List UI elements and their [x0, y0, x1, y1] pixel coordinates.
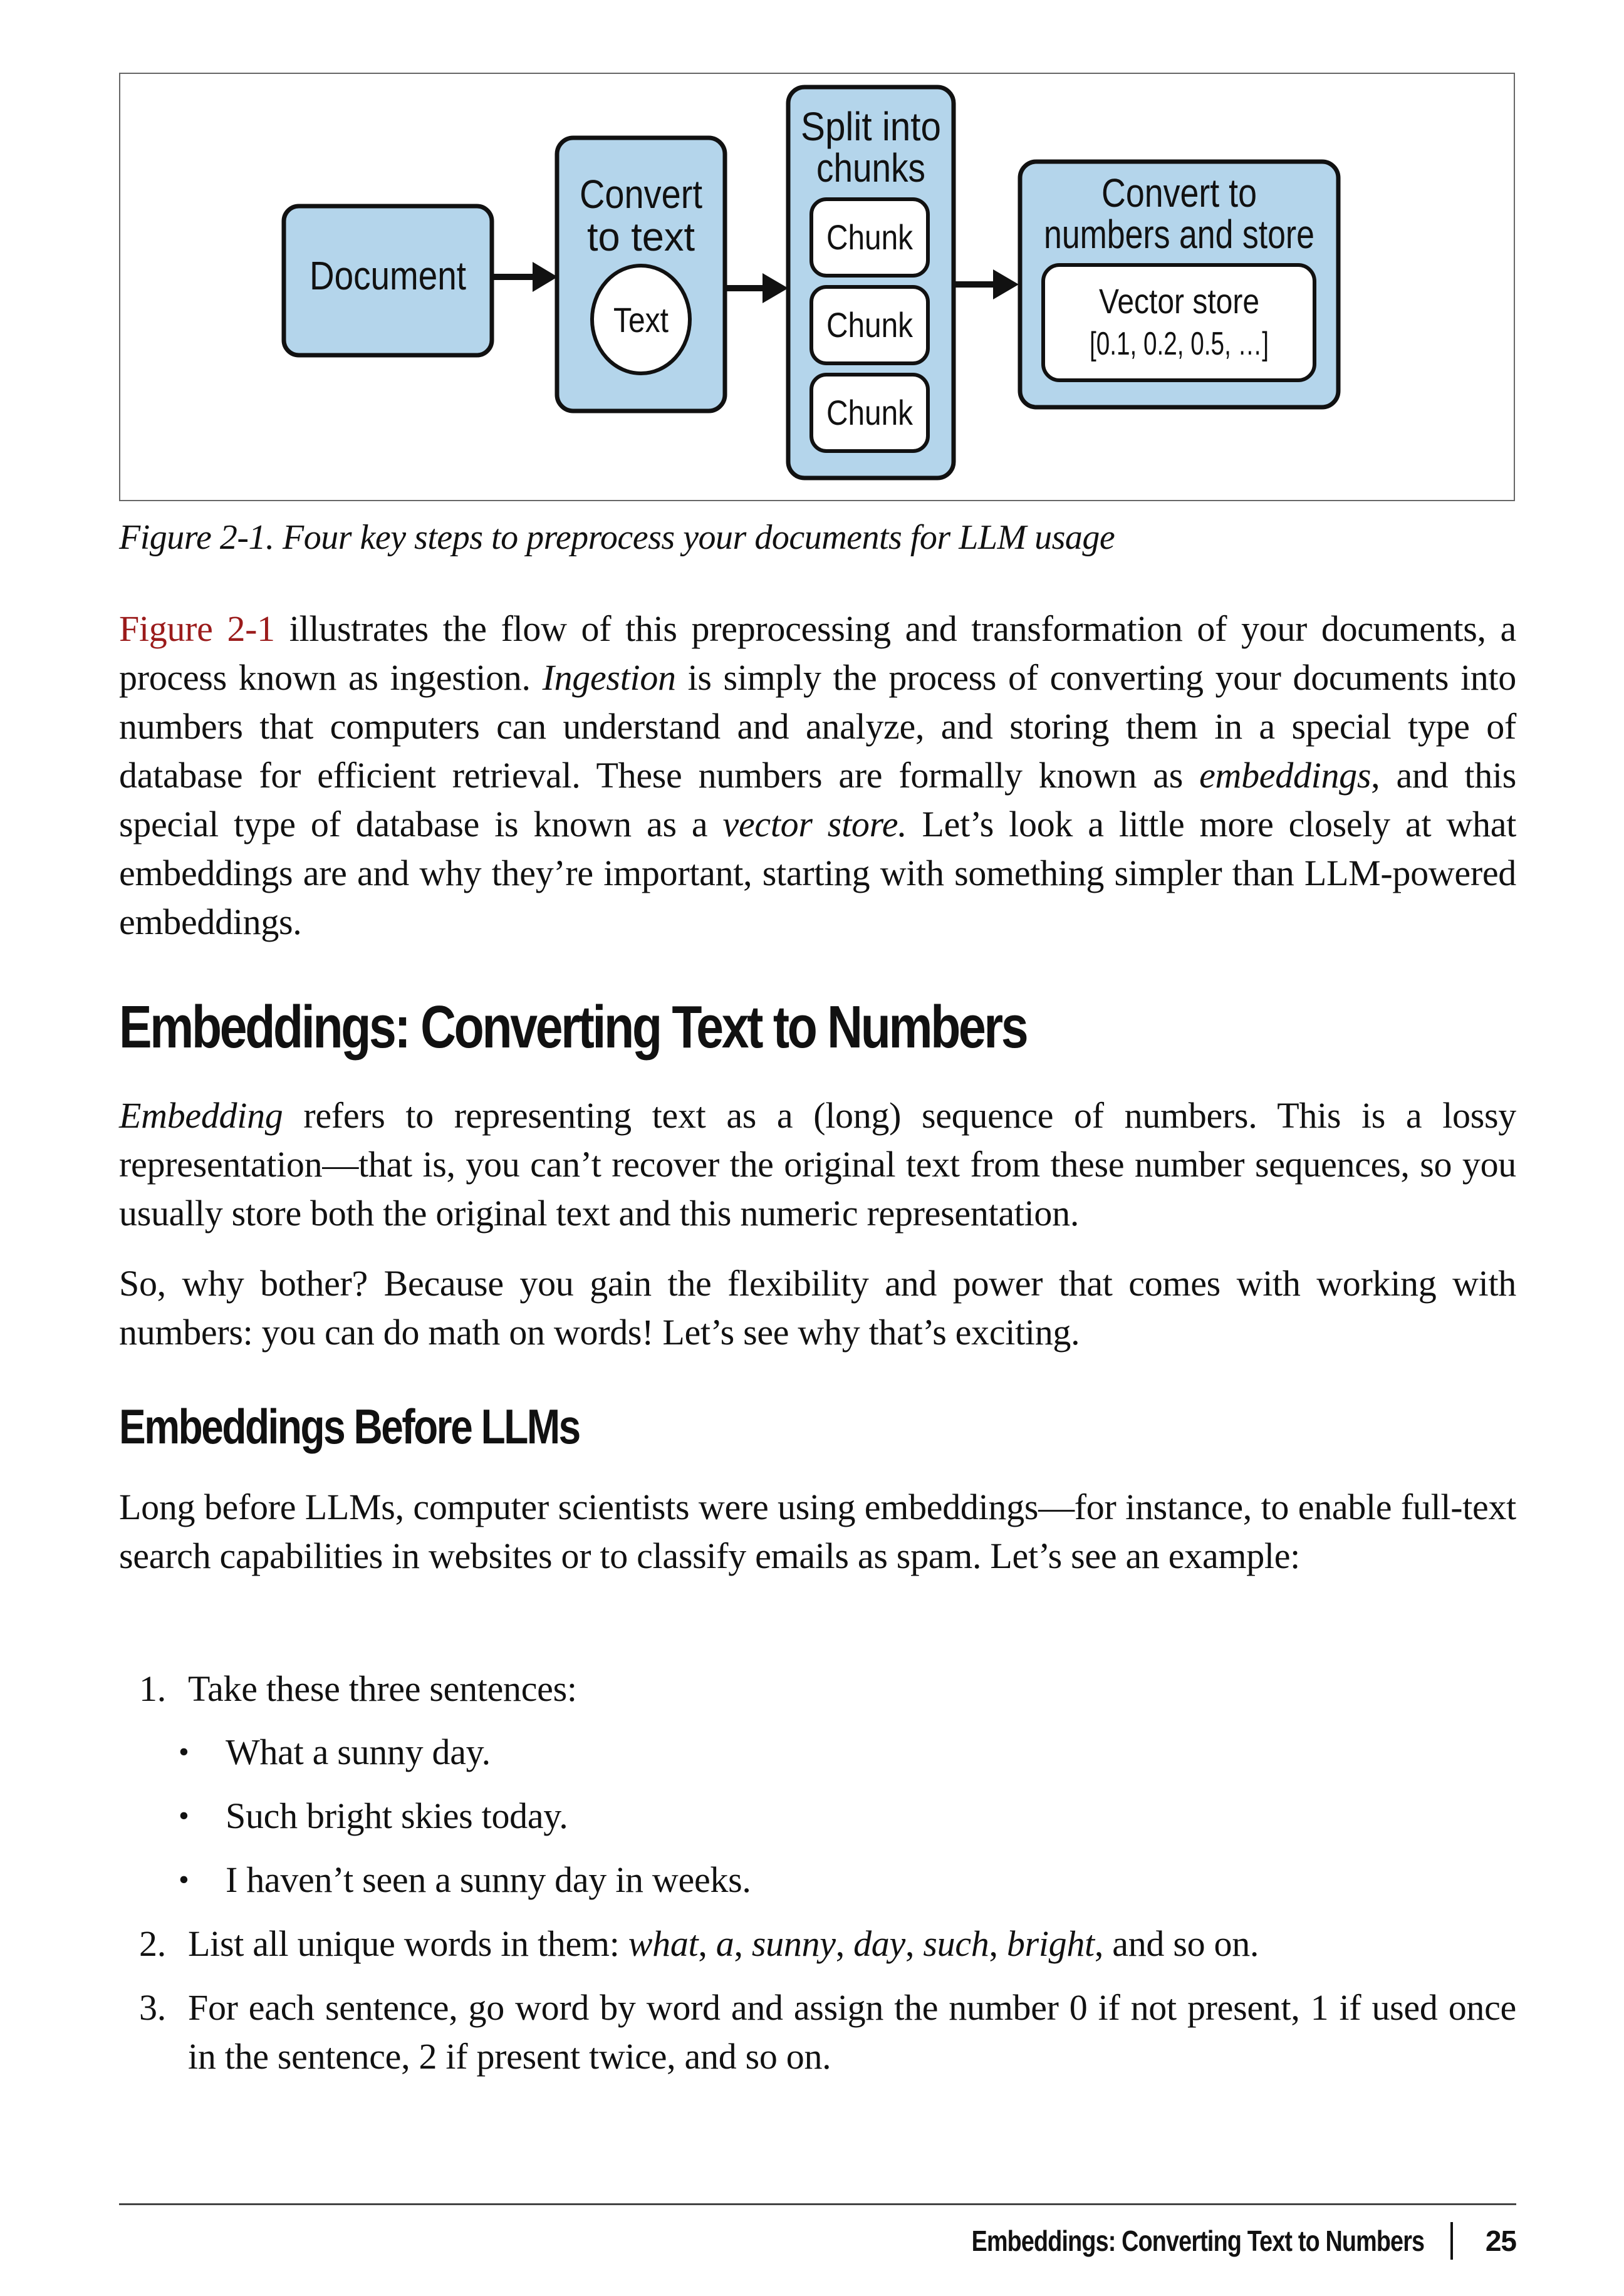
- node-convert-to-numbers-and-store: [1020, 162, 1338, 407]
- list-item-2-lead: List all unique words in them:: [188, 1923, 628, 1964]
- word-example: such: [923, 1923, 989, 1964]
- list-item-2-tail: , and so on.: [1094, 1923, 1259, 1964]
- para1-text-1: illustrates the flow of this preprocessing and transformation of your documents, a process known as ingestion.: [119, 608, 1516, 698]
- ingestion-diagram: [0, 0, 1624, 514]
- word-example: a: [716, 1923, 734, 1964]
- before-llms-paragraph: Long before LLMs, computer scientists were using embeddings—for instance, to enable full-text search capabilities in websites or to classify emails as spam. Let’s see an example:: [119, 1487, 1516, 1576]
- node-store-line1: Convert to: [1101, 170, 1257, 216]
- vector-store: [1043, 265, 1314, 380]
- footer-separator: [1450, 2222, 1453, 2260]
- bullet-icon: •: [179, 1799, 189, 1832]
- chunk-3-label: Chunk: [826, 393, 914, 432]
- chunk-1: [811, 199, 928, 276]
- vector-values: [0.1, 0.2, 0.5, …]: [1090, 326, 1269, 362]
- list-item-text: For each sentence, go word by word and assign the number 0 if not present, 1 if used once in the sentence, 2 if present twice, and so on.: [188, 1987, 1516, 2077]
- arrow-2: [725, 273, 788, 303]
- list-number: 2.: [139, 1923, 166, 1964]
- bullet-text: I haven’t seen a sunny day in weeks.: [226, 1859, 751, 1900]
- chunk-2-label: Chunk: [826, 305, 914, 345]
- node-split-into-chunks: [788, 87, 954, 478]
- word-example: bright: [1006, 1923, 1095, 1964]
- chunk-2: [811, 287, 928, 363]
- word-example: day: [853, 1923, 905, 1964]
- arrow-3: [954, 269, 1019, 299]
- why-bother-paragraph: So, why bother? Because you gain the flexibility and power that comes with working with numbers: you can do math on words! Let’s see why that’s exciting.: [119, 1263, 1516, 1353]
- figure-cross-reference-link[interactable]: Figure 2-1: [119, 608, 275, 649]
- bullet-text: What a sunny day.: [226, 1732, 491, 1772]
- list-number: 1.: [139, 1668, 166, 1709]
- subsection-heading: Embeddings Before LLMs: [119, 1399, 580, 1454]
- chunk-3: [811, 375, 928, 451]
- page-number: 25: [1485, 2225, 1516, 2257]
- node-store-line2: numbers and store: [1044, 212, 1314, 257]
- term-embedding: Embedding: [119, 1095, 283, 1136]
- list-item-text: List all unique words in them: what, a, sunny, day, such, bright, and so on.: [188, 1923, 1259, 1964]
- node-split-line1: Split into: [801, 104, 941, 149]
- node-convert-to-text-line2: to text: [587, 214, 695, 259]
- arrow-1: [492, 262, 558, 292]
- running-footer-title: Embeddings: Converting Text to Numbers: [971, 2225, 1424, 2257]
- chunk-1-label: Chunk: [826, 217, 914, 257]
- term-embeddings: embeddings: [1199, 755, 1372, 796]
- list-number: 3.: [139, 1987, 166, 2028]
- para1-text-2: is simply the process of converting your documents into numbers that computers can understand and analyze, and storing them in a special type of database for efficient retrieval. These numbers are formally known as: [119, 657, 1516, 796]
- word-example: sunny: [751, 1923, 836, 1964]
- page-footer: [872, 2222, 1516, 2260]
- figure-caption: Figure 2-1. Four key steps to preprocess your documents for LLM usage: [119, 518, 1115, 557]
- footer-divider: [119, 2203, 1516, 2205]
- node-split-line2: chunks: [816, 145, 925, 190]
- word-example: what: [628, 1923, 699, 1964]
- vector-store-label: Vector store: [1099, 281, 1259, 321]
- para1-text-3: , and this special type of database is known as a: [119, 755, 1516, 844]
- intro-paragraph: [119, 605, 1516, 947]
- embedding-definition-paragraph: [119, 1091, 1516, 1238]
- node-document: [284, 206, 492, 355]
- section-heading: Embeddings: Converting Text to Numbers: [119, 994, 1027, 1061]
- bullet-text: Such bright skies today.: [226, 1795, 568, 1836]
- node-convert-to-text-line1: Convert: [580, 172, 703, 217]
- text-circle-label: Text: [613, 300, 669, 340]
- term-ingestion: Ingestion: [542, 657, 676, 698]
- bullet-icon: •: [179, 1863, 189, 1896]
- list-item-text: Take these three sentences:: [188, 1668, 577, 1709]
- node-convert-to-text: [557, 138, 725, 411]
- bullet-icon: •: [179, 1735, 189, 1769]
- node-document-label: Document: [310, 253, 467, 298]
- para1-text-4: Let’s look a little more closely at what embeddings are and why they’re important, starting with something simpler than LLM-powered embeddings.: [119, 804, 1517, 942]
- term-vector-store: vector store.: [722, 804, 907, 844]
- para2-text: refers to representing text as a (long) sequence of numbers. This is a lossy representation—that is, you can’t recover the original text from these number sequences, so you usually store both the original text and this numeric representation.: [119, 1095, 1516, 1234]
